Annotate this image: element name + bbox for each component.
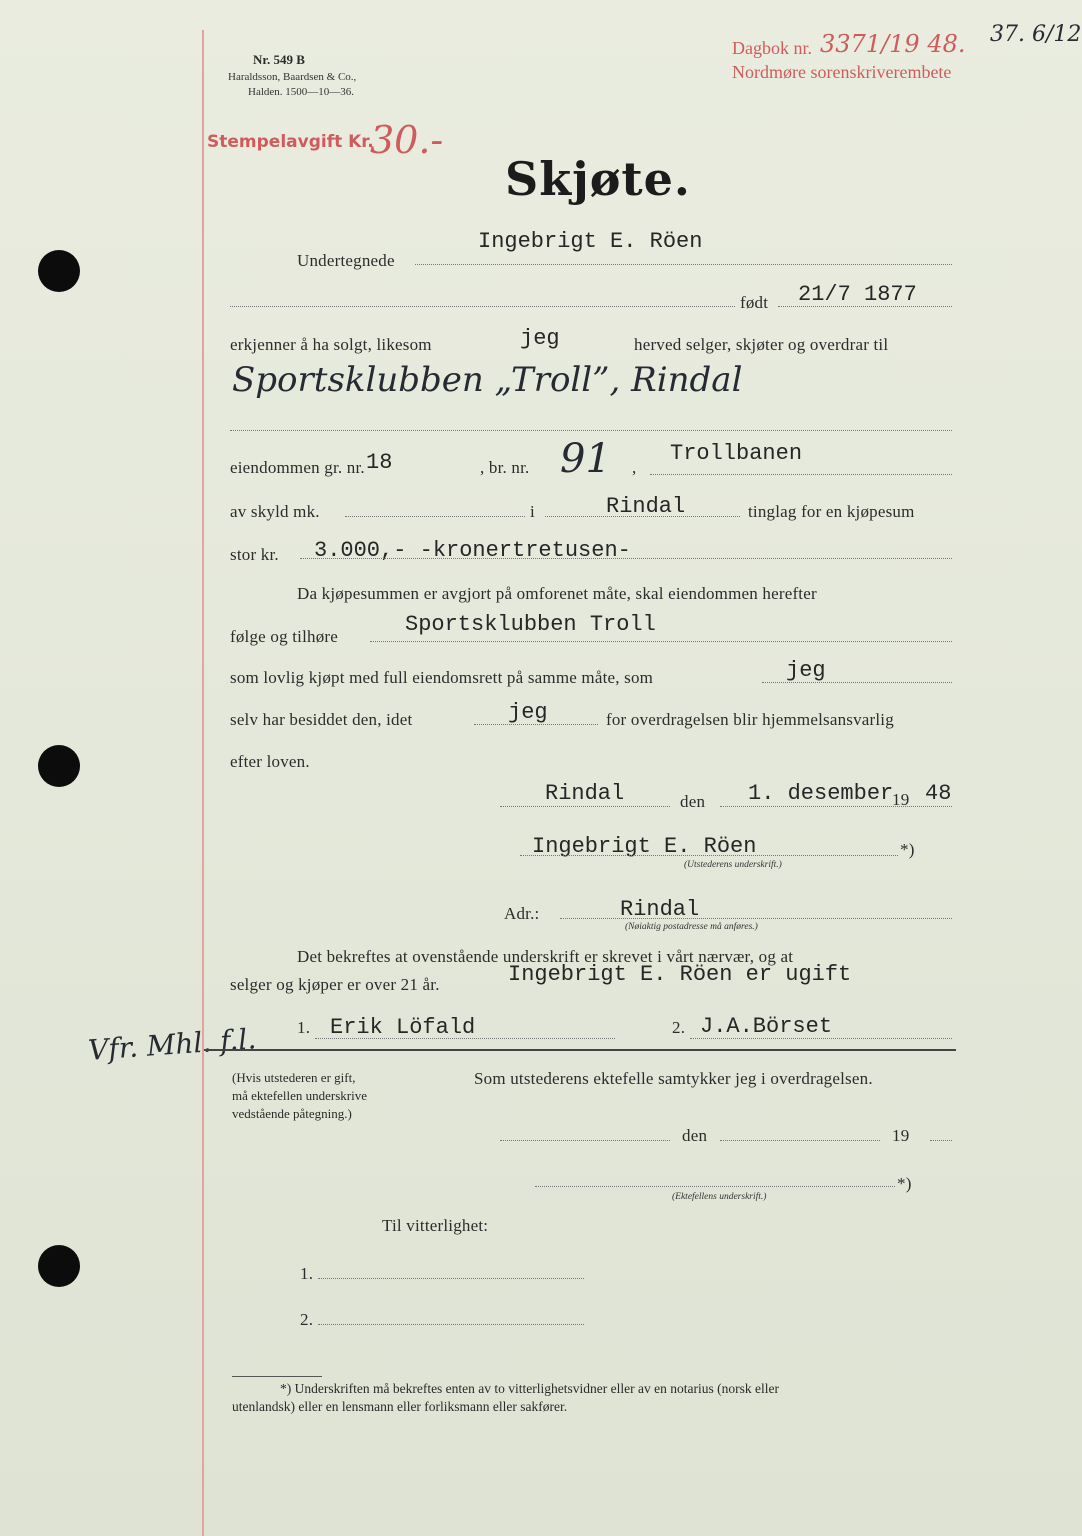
br-label: , br. nr. [480,458,530,477]
spouse-note: må ektefellen underskrive [232,1088,367,1103]
spouse-consent: Som utstederens ektefelle samtykker jeg i overdragelsen. [474,1069,873,1088]
price-label: stor kr. [230,545,279,564]
dotted-line [500,806,670,807]
dotted-line [230,306,735,307]
signature-place: Rindal [545,781,625,806]
dotted-line [650,474,952,475]
dotted-line [778,306,952,307]
den-label: den [680,792,706,811]
gr-number: 18 [366,450,393,475]
dotted-line [474,724,598,725]
property-label: eiendommen gr. nr. [230,458,365,477]
dotted-line [690,1038,952,1039]
printer-line: Haraldsson, Baardsen & Co., [228,71,357,83]
dotted-line [720,806,952,807]
document-title: Skjøte. [505,152,691,206]
footnote-text: utenlandsk) eller en lensmann eller forliksmann eller sakfører. [232,1399,568,1414]
punch-hole [38,250,80,292]
acknowledge-text: herved selger, skjøter og overdrar til [634,335,889,354]
dotted-line [370,641,952,642]
witness-number: 1. [300,1264,314,1283]
body-text: Da kjøpesummen er avgjort på omforenet måte, skal eiendommen herefter [297,584,817,603]
signer-name: Ingebrigt E. Röen [532,834,757,859]
margin-note: Vfr. Mhl. f.l. [87,1022,258,1067]
signature-year: 48 [925,781,952,806]
dotted-line [930,1140,952,1141]
red-margin-line [202,30,204,1536]
seller-name: Ingebrigt E. Röen [478,229,703,254]
address: Rindal [620,897,700,922]
witness-number: 2. [672,1018,686,1037]
body-text: selv har besiddet den, idet [230,710,413,729]
pronoun: jeg [786,658,826,683]
witness-name: Erik Löfald [330,1015,476,1040]
stamp-duty-label: Stempelavgift Kr. [207,132,374,152]
signer-caption: (Utstederens underskrift.) [684,860,782,870]
born-label: født [740,293,769,312]
journal-label: Dagbok nr. [732,38,812,58]
body-text: som lovlig kjøpt med full eiendomsrett på samme måte, som [230,668,654,687]
dotted-line [415,264,952,265]
pronoun: jeg [508,700,548,725]
punch-hole [38,1245,80,1287]
den-label: den [682,1126,708,1145]
body-text: for overdragelsen blir hjemmelsansvarlig [606,710,894,729]
comma: , [632,458,637,477]
witness-number: 2. [300,1310,314,1329]
dotted-line [315,1038,615,1039]
dotted-line [318,1324,584,1325]
address-caption: (Nøiaktig postadresse må anføres.) [625,922,758,932]
confirmation-text: Det bekreftes at ovenstående underskrift er skrevet i vårt nærvær, og at [297,947,794,966]
born-date: 21/7 1877 [798,282,917,307]
dotted-line [520,855,898,856]
pronoun: jeg [520,326,560,351]
form-number: Nr. 549 B [253,52,305,67]
municipality: Rindal [606,494,686,519]
body-text: efter loven. [230,752,310,771]
signature-date: 1. desember [748,781,894,806]
marital-status: Ingebrigt E. Röen er ugift [508,962,852,987]
price: 3.000,- -kronertretusen- [314,538,631,563]
dotted-line [300,558,952,559]
skyld-label: av skyld mk. [230,502,320,521]
dotted-line [318,1278,584,1279]
spouse-caption: (Ektefellens underskrift.) [672,1192,767,1202]
dotted-line [545,516,740,517]
address-label: Adr.: [504,904,540,923]
dotted-line [535,1186,895,1187]
dotted-line [230,430,952,431]
dotted-line [762,682,952,683]
i-label: i [530,502,535,521]
witnesses-label: Til vitterlighet: [382,1216,489,1235]
punch-hole [38,745,80,787]
footnote-rule [232,1376,322,1377]
witness-name: J.A.Börset [700,1014,833,1039]
year-prefix: 19 [892,1126,910,1145]
stamp-duty-amount: 30.- [370,118,444,162]
follow-label: følge og tilhøre [230,627,339,646]
buyer-handwritten: Sportsklubben „Troll”, Rindal [232,360,743,400]
property-name: Trollbanen [670,441,803,466]
section-divider [204,1049,956,1051]
confirmation-text: selger og kjøper er over 21 år. [230,975,440,994]
new-owner: Sportsklubben Troll [405,612,656,637]
seller-label: Undertegnede [297,251,395,270]
printer-line: Halden. 1500—10—36. [248,86,355,98]
witness-number: 1. [297,1018,311,1037]
dotted-line [560,918,952,919]
acknowledge-text: erkjenner å ha solgt, likesom [230,335,432,354]
asterisk: *) [900,840,915,859]
br-number: 91 [560,436,611,482]
dotted-line [500,1140,670,1141]
spouse-note: (Hvis utstederen er gift, [232,1070,356,1085]
year-prefix: 19 [892,790,910,809]
tinglag-label: tinglag for en kjøpesum [748,502,915,521]
dotted-line [345,516,525,517]
spouse-note: vedstående påtegning.) [232,1106,352,1121]
footnote-text: *) Underskriften må bekreftes enten av to vitterlighetsvidner eller av en notarius (norsk eller [280,1381,779,1396]
asterisk: *) [897,1174,912,1193]
dotted-line [720,1140,880,1141]
journal-corner: 37. 6/12 [990,22,1082,47]
office-name: Nordmøre sorenskriverembete [732,62,952,82]
journal-number: 3371/19 48. [820,30,966,58]
